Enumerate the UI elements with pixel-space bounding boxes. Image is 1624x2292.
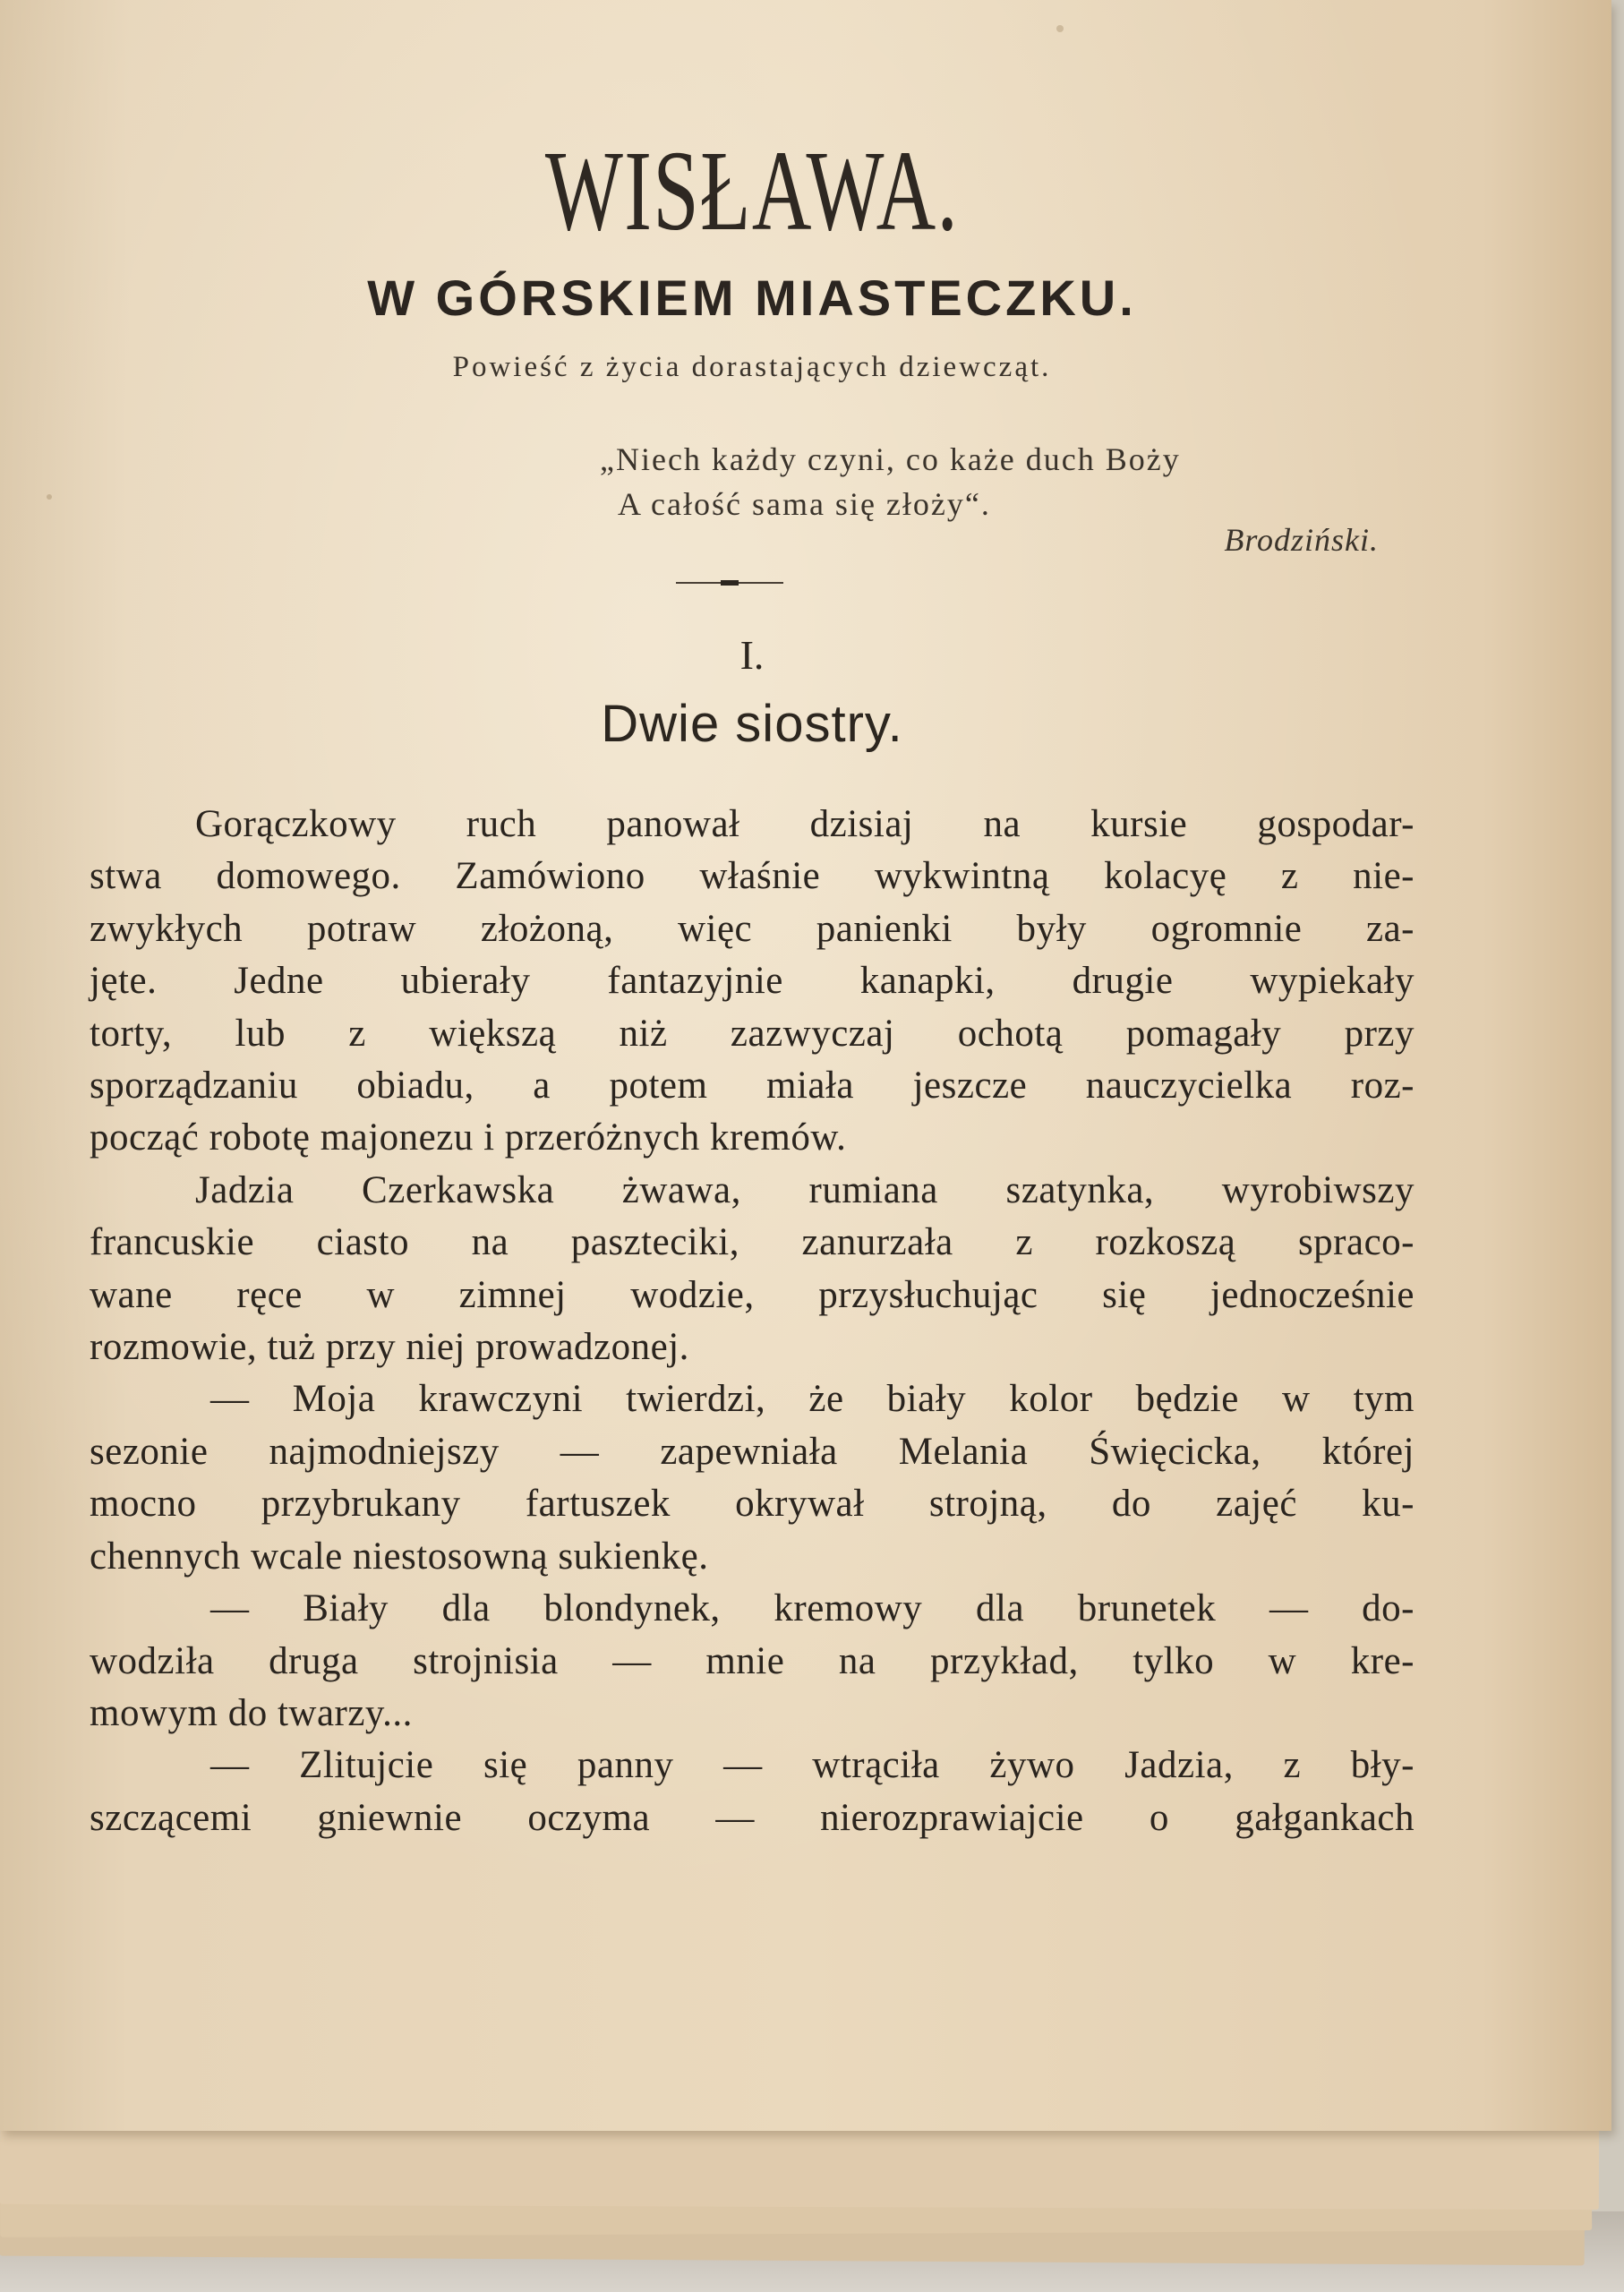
book-title: WISŁAWA.: [544, 127, 960, 254]
chapter-title: Dwie siostry.: [601, 695, 903, 753]
text-line: stwa domowego. Zamówiono właśnie wykwintną kolacyę z nie-: [90, 855, 1415, 898]
body-text: [90, 799, 1415, 1844]
epigraph-line: A całość sama się złoży“.: [618, 486, 991, 522]
text-line: francuskie ciasto na paszteciki, zanurzała z rozkoszą spraco-: [90, 1221, 1415, 1264]
text-line: — Biały dla blondynek, kremowy dla brunetek — do-: [210, 1587, 1415, 1630]
text-line: rozmowie, tuż przy niej prowadzonej.: [90, 1326, 689, 1369]
paper-blemish: [1056, 25, 1064, 32]
chapter-number: I.: [739, 632, 765, 678]
paper-blemish: [47, 494, 52, 500]
epigraph: [600, 437, 1379, 558]
section-divider-mark: [721, 580, 739, 586]
text-line: mocno przybrukany fartuszek okrywał strojną, do zajęć ku-: [90, 1483, 1415, 1526]
text-line: Jadzia Czerkawska żwawa, rumiana szatynka, wyrobiwszy: [195, 1168, 1415, 1211]
text-line: sezonie najmodniejszy — zapewniała Melania Święcicka, której: [90, 1430, 1415, 1473]
text-line: torty, lub z większą niż zazwyczaj ochotą pomagały przy: [90, 1012, 1415, 1055]
book-subtitle: W GÓRSKIEM MIASTECZKU.: [367, 269, 1137, 326]
text-line: jęte. Jedne ubierały fantazyjnie kanapki, drugie wypiekały: [90, 960, 1415, 1003]
text-line: — Moja krawczyni twierdzi, że biały kolor będzie w tym: [210, 1378, 1415, 1421]
text-line: począć robotę majonezu i przeróżnych kremów.: [90, 1116, 847, 1159]
text-line: mowym do twarzy...: [90, 1691, 413, 1734]
text-line: Gorączkowy ruch panował dzisiaj na kursie gospodar-: [195, 803, 1415, 845]
epigraph-author: Brodziński.: [1224, 522, 1379, 558]
text-line: sporządzaniu obiadu, a potem miała jeszcze nauczycielka roz-: [90, 1065, 1415, 1108]
text-line: szczącemi gniewnie oczyma — nierozprawiajcie o gałgankach: [90, 1796, 1415, 1839]
book-tagline: Powieść z życia dorastających dziewcząt.: [452, 351, 1052, 383]
text-line: wane ręce w zimnej wodzie, przysłuchując się jednocześnie: [90, 1273, 1415, 1316]
text-line: — Zlitujcie się panny — wtrąciła żywo Jadzia, z bły-: [210, 1744, 1415, 1787]
text-line: wodziła druga strojnisia — mnie na przykład, tylko w kre-: [90, 1639, 1415, 1682]
epigraph-line: „Niech każdy czyni, co każe duch Boży: [600, 441, 1181, 477]
text-line: zwykłych potraw złożoną, więc panienki były ogromnie za-: [90, 907, 1415, 950]
text-line: chennych wcale niestosowną sukienkę.: [90, 1535, 709, 1578]
